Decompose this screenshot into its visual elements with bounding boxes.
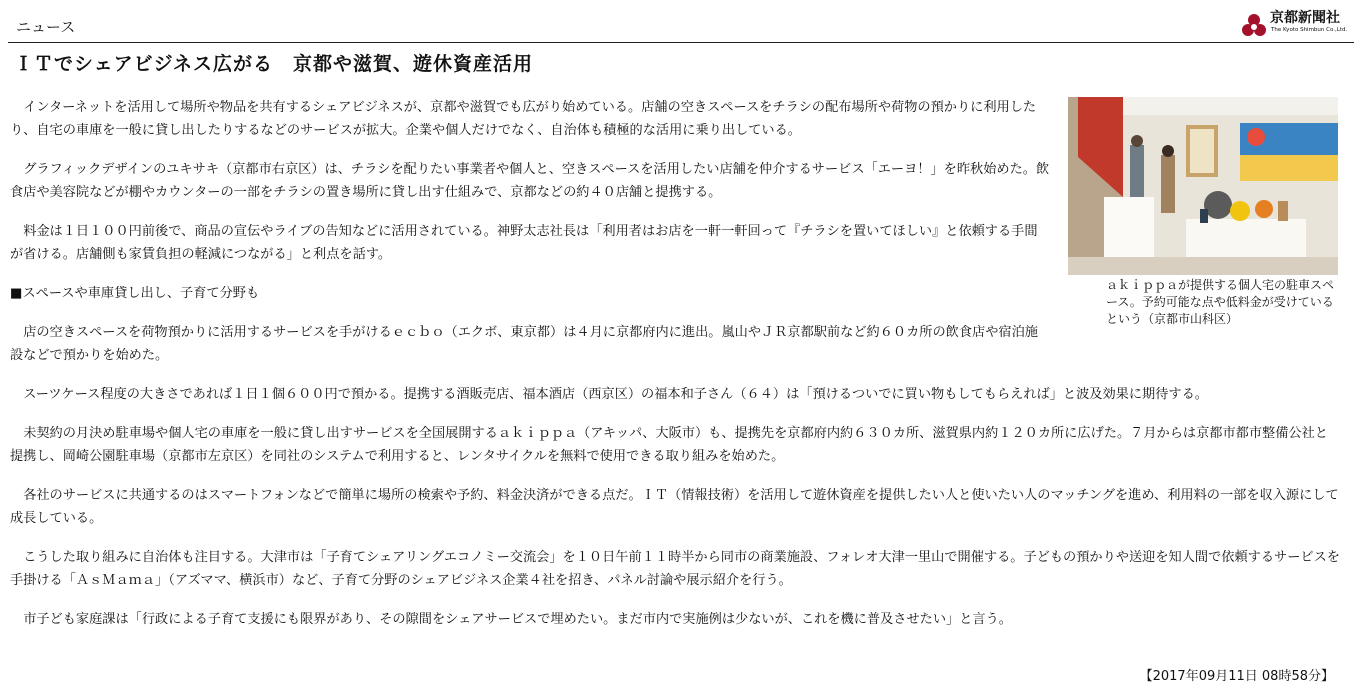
article-paragraph: 店の空きスペースを荷物預かりに活用するサービスを手がけるｅｃｂｏ（エクボ、東京都）は４月に京都府内に進出。嵐山やＪＲ京都駅前など約６０カ所の飲食店や宿泊施設などで預かりを始めた。: [10, 325, 1038, 363]
article-paragraph: 未契約の月決め駐車場や個人宅の車庫を一般に貸し出すサービスを全国展開するａｋｉｐｐａ（アキッパ、大阪市）も、提携先を京都府内約６３０カ所、滋賀県内約１２０カ所に広げた。７月からは京都市都市整備公社と提携し、岡崎公園駐車場（京都市左京区）を同社のシステムで利用すると、レンタサイクルを無料で使用できる取り組みを始めた。: [10, 426, 1328, 464]
article-paragraph: 市子ども家庭課は「行政による子育て支援にも限界があり、その隙間をシェアサービスで埋めたい。まだ市内で実施例は少ないが、これを機に普及させたい」と言う。: [23, 612, 1012, 627]
photo-caption: ａｋｉｐｐａが提供する個人宅の駐車スペース。予約可能な点や低料金が受けているという（京都市山科区）: [1106, 278, 1335, 326]
kyoto-shimbun-logo[interactable]: [1240, 10, 1350, 40]
article-paragraph: こうした取り組みに自治体も注目する。大津市は「子育てシェアリングエコノミー交流会」を１０日午前１１時半から同市の商業施設、フォレオ大津一里山で開催する。子どもの預かりや送迎を知人間で依頼するサービスを手掛ける「ＡｓＭａｍａ」（アズママ、横浜市）など、子育て分野のシェアビジネス企業４社を招き、パネル討論や展示紹介を行う。: [10, 550, 1340, 588]
article-paragraph: 料金は１日１００円前後で、商品の宣伝やライブの告知などに活用されている。神野太志社長は「利用者はお店を一軒一軒回って『チラシを置いてほしい』と依頼する手間が省ける。店舗側も家賃負担の軽減につながる」と利点を話す。: [10, 224, 1038, 262]
logo-text: 京都新聞社: [1270, 10, 1340, 26]
article-paragraph: インターネットを活用して場所や物品を共有するシェアビジネスが、京都や滋賀でも広がり始めている。店舗の空きスペースをチラシの配布場所や荷物の預かりに利用したり、自宅の車庫を一般に貸し出したりするなどのサービスが拡大。企業や個人だけでなく、自治体も積極的な活用に乗り出している。: [10, 100, 1037, 138]
section-label: ニュース: [16, 18, 76, 36]
publish-timestamp: 【2017年09月11日 08時58分】: [1139, 669, 1334, 684]
article-photo-figure: [1068, 97, 1338, 328]
logo-mark-icon: [1240, 12, 1268, 40]
article-paragraph: 各社のサービスに共通するのはスマートフォンなどで簡単に場所の検索や予約、料金決済ができる点だ。ＩＴ（情報技術）を活用して遊休資産を提供したい人と使いたい人のマッチングを進め、利用料の一部を収入源にして成長している。: [10, 488, 1339, 526]
article-paragraph: スーツケース程度の大きさであれば１日１個６００円で預かる。提携する酒販売店、福本酒店（西京区）の福本和子さん（６４）は「預けるついでに買い物もしてもらえれば」と波及効果に期待する。: [23, 387, 1208, 402]
logo-subtext: The Kyoto Shimbun Co.,Ltd.: [1271, 27, 1348, 33]
article-subheading: ■スペースや車庫貸し出し、子育て分野も: [10, 286, 260, 301]
exhibition-photo: [1068, 97, 1338, 275]
article-paragraph: グラフィックデザインのユキサキ（京都市右京区）は、チラシを配りたい事業者や個人と、空きスペースを活用したい店舗を仲介するサービス「エーヨ！」を昨秋始めた。飲食店や美容院などが棚やカウンターの一部をチラシの置き場所に貸し出す仕組みで、京都などの約４０店舗と提携する。: [10, 162, 1050, 200]
article-headline: ＩＴでシェアビジネス広がる 京都や滋賀、遊休資産活用: [14, 53, 534, 75]
page-header: [8, 10, 1354, 43]
